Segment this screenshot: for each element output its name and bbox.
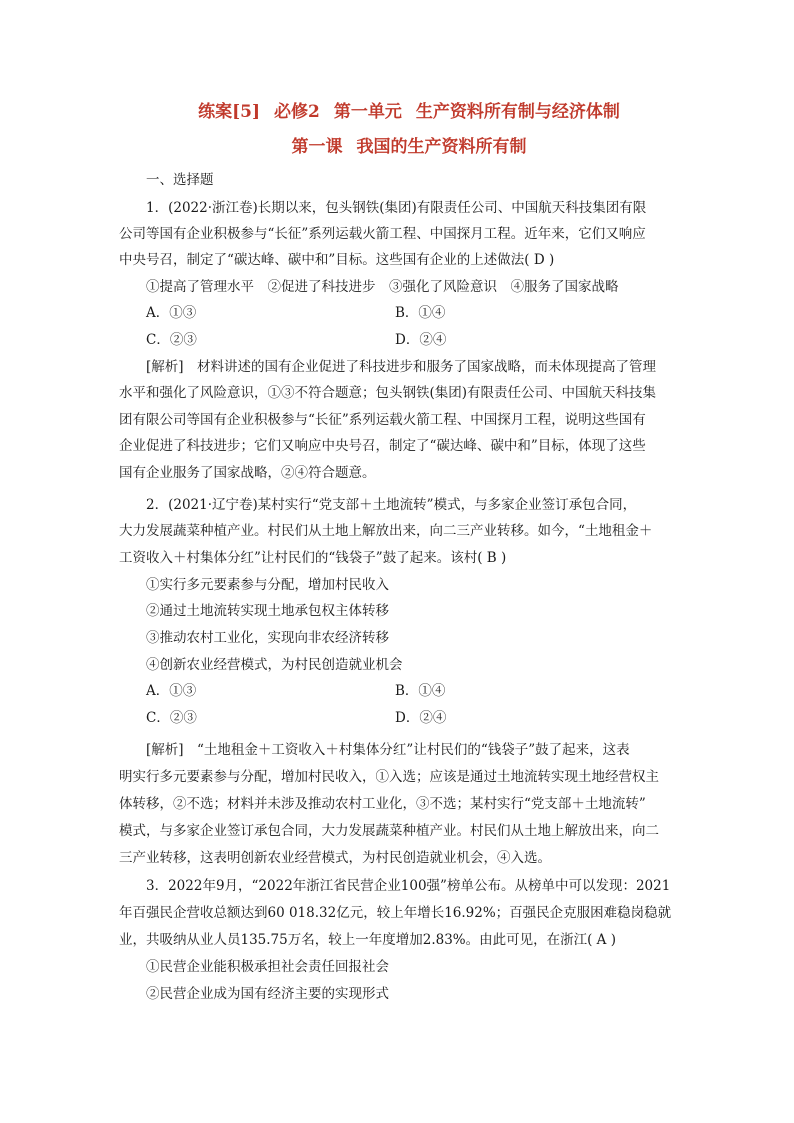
q3-statement: ②民营企业成为国有经济主要的实现形式 [146, 986, 389, 1002]
section-label: 一、选择题 [146, 172, 214, 188]
q2-option-a: A．①③ [146, 683, 197, 699]
q1-analysis-line: 国有企业服务了国家战略，②④符合题意。 [119, 465, 376, 481]
q2-analysis-line: 体转移，②不选；材料并未涉及推动农村工业化，③不选；某村实行“党支部＋土地流转” [119, 796, 646, 812]
lesson-title: 第一课 我国的生产资料所有制 [291, 137, 527, 157]
q2-option-b: B．①④ [395, 683, 446, 699]
q1-stem-line: 中央号召，制定了“碳达峰、碳中和”目标。这些国有企业的上述做法( D ) [119, 252, 555, 268]
q3-statement: ①民营企业能积极承担社会责任回报社会 [146, 959, 389, 975]
q2-stem-line: 2．(2021·辽宁卷)某村实行“党支部＋土地流转”模式，与多家企业签订承包合同， [146, 497, 637, 513]
q1-analysis-line: 团有限公司等国有企业积极参与“长征”系列运载火箭工程、中国探月工程，说明这些国有 [119, 412, 646, 428]
q1-option-b: B．①④ [395, 305, 446, 321]
q2-statement: ②通过土地流转实现土地承包权主体转移 [146, 603, 389, 619]
q2-option-c: C．②③ [146, 710, 197, 726]
q2-analysis-line: 模式，与多家企业签订承包合同，大力发展蔬菜种植产业。村民们从土地上解放出来，向二 [119, 823, 659, 839]
q1-option-c: C．②③ [146, 332, 197, 348]
q1-option-a: A．①③ [146, 305, 197, 321]
q2-analysis-line: 明实行多元要素参与分配，增加村民收入，①入选；应该是通过土地流转实现土地经营权主 [119, 769, 659, 785]
q2-stem-line: 工资收入＋村集体分红”让村民们的“钱袋子”鼓了起来。该村( B ) [119, 550, 507, 566]
q1-statements: ①提高了管理水平 ②促进了科技进步 ③强化了风险意识 ④服务了国家战略 [146, 279, 619, 295]
q2-stem-line: 大力发展蔬菜种植产业。村民们从土地上解放出来，向二三产业转移。如今，“土地租金＋ [119, 523, 653, 539]
q1-stem-line: 1．(2022·浙江卷)长期以来，包头钢铁(集团)有限责任公司、中国航天科技集团有限 [146, 200, 647, 216]
q2-option-d: D．②④ [395, 710, 447, 726]
q1-stem-line: 公司等国有企业积极参与“长征”系列运载火箭工程、中国探月工程。近年来，它们又响应 [119, 226, 646, 242]
q3-stem-line: 3．2022年9月，“2022年浙江省民营企业100强”榜单公布。从榜单中可以发现：2021 [146, 878, 671, 894]
q3-stem-line: 业，共吸纳从业人员135.75万名，较上一年度增加2.83%。由此可见，在浙江( A ) [119, 932, 616, 948]
q3-stem-line: 年百强民企营收总额达到60 018.32亿元，较上年增长16.92%；百强民企克服困难稳岗稳就 [119, 905, 672, 921]
q1-analysis-line: [解析] 材料讲述的国有企业促进了科技进步和服务了国家战略，而未体现提高了管理 [146, 359, 657, 375]
q2-statement: ①实行多元要素参与分配，增加村民收入 [146, 577, 389, 593]
q2-statement: ④创新农业经营模式，为村民创造就业机会 [146, 657, 403, 673]
q1-analysis-line: 水平和强化了风险意识，①③不符合题意；包头钢铁(集团)有限责任公司、中国航天科技集 [119, 385, 657, 401]
page-title: 练案[5] 必修2 第一单元 生产资料所有制与经济体制 [198, 102, 620, 122]
q2-analysis-line: [解析] “土地租金＋工资收入＋村集体分红”让村民们的“钱袋子”鼓了起来，这表 [146, 742, 630, 758]
q2-analysis-line: 三产业转移，这表明创新农业经营模式，为村民创造就业机会，④入选。 [119, 850, 551, 866]
q1-option-d: D．②④ [395, 332, 447, 348]
q1-analysis-line: 企业促进了科技进步；它们又响应中央号召，制定了“碳达峰、碳中和”目标，体现了这些 [119, 438, 646, 454]
q2-statement: ③推动农村工业化，实现向非农经济转移 [146, 630, 389, 646]
